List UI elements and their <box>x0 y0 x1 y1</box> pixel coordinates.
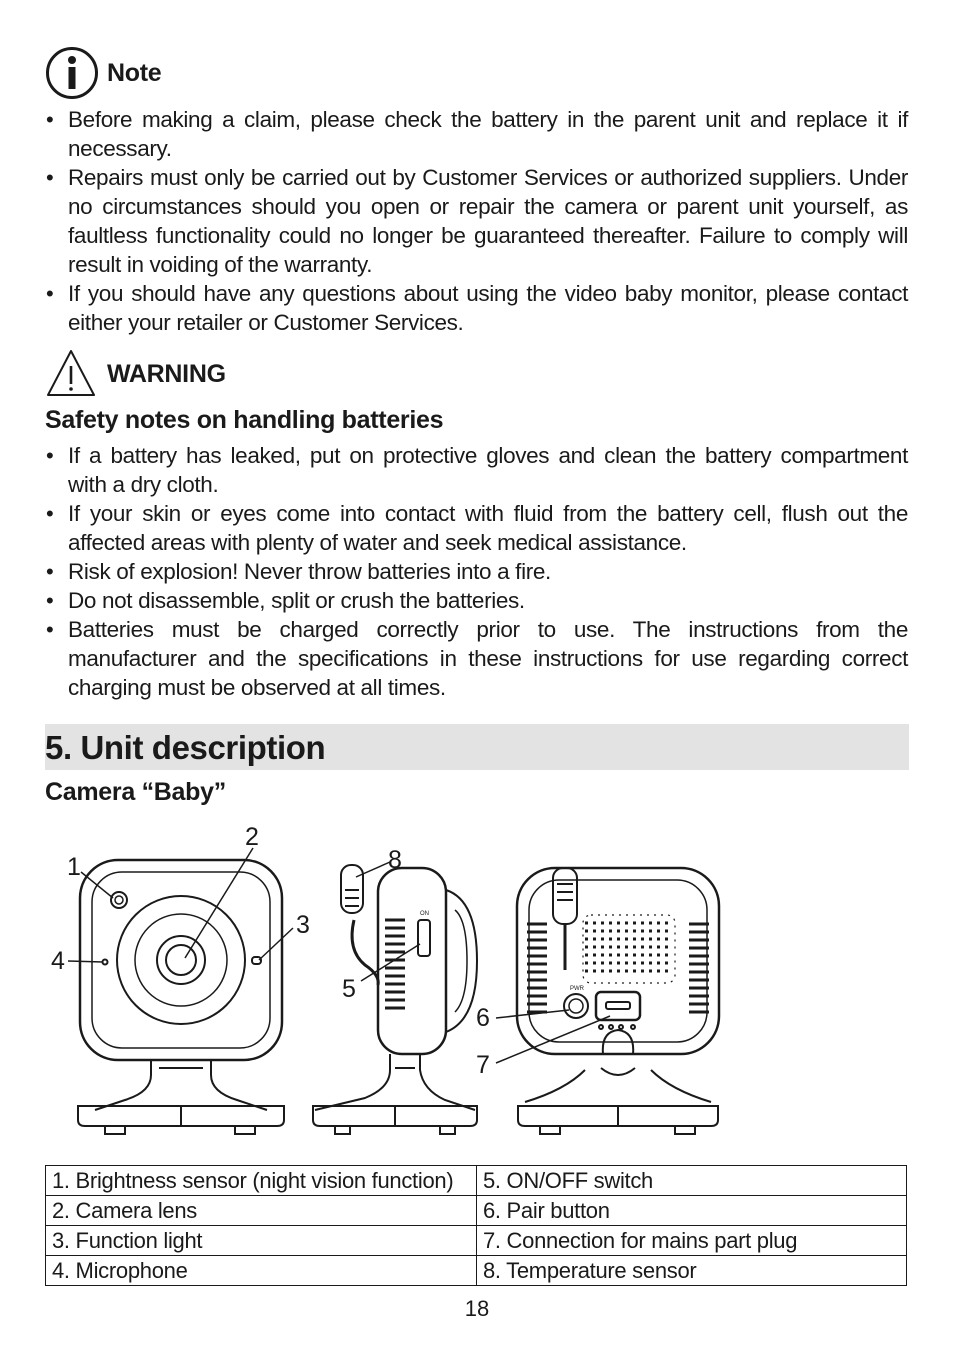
list-item: • If a battery has leaked, put on protective gloves and clean the battery compartment with a dry cloth. <box>45 441 908 499</box>
callout-4: 4 <box>51 947 65 975</box>
camera-back-view <box>517 868 719 1134</box>
list-item: • Repairs must only be carried out by Customer Services or authorized suppliers. Under no circumstances should you open or repair the camera or parent unit yourself, as faultless functionality could no longer be guaranteed thereafter. Failure to comply will result in voiding of the warranty. <box>45 163 908 279</box>
info-icon <box>45 46 99 100</box>
pair-label: PWR <box>570 986 584 992</box>
callout-3: 3 <box>296 911 310 939</box>
list-item: • If your skin or eyes come into contact with fluid from the battery cell, flush out the affected areas with plenty of water and seek medical assistance. <box>45 499 908 557</box>
table-row <box>46 1226 907 1256</box>
callout-7: 7 <box>476 1051 490 1079</box>
switch-label: ON <box>420 911 429 917</box>
camera-diagram <box>45 820 735 1145</box>
note-heading <box>45 46 161 100</box>
list-item: • Do not disassemble, split or crush the batteries. <box>45 586 908 615</box>
callout-2: 2 <box>245 823 259 851</box>
warning-list <box>45 441 908 702</box>
section-title: 5. Unit description <box>45 729 326 766</box>
table-cell: 2. Camera lens <box>46 1196 477 1226</box>
note-title: Note <box>107 58 162 87</box>
camera-side-view <box>313 865 477 1134</box>
table-cell: 8. Temperature sensor <box>477 1256 907 1286</box>
warning-title: WARNING <box>107 359 226 388</box>
table-cell: 3. Function light <box>46 1226 477 1256</box>
table-cell: 4. Microphone <box>46 1256 477 1286</box>
callout-8: 8 <box>388 846 402 874</box>
table-cell: 7. Connection for mains part plug <box>477 1226 907 1256</box>
list-item: • Risk of explosion! Never throw batteries into a fire. <box>45 557 908 586</box>
table-row <box>46 1256 907 1286</box>
parts-table <box>45 1165 907 1286</box>
callout-1: 1 <box>67 853 81 881</box>
battery-safety-subtitle: Safety notes on handling batteries <box>45 406 444 434</box>
table-cell: 6. Pair button <box>477 1196 907 1226</box>
list-item: • Batteries must be charged correctly prior to use. The instructions from the manufacturer and the specifications in these instructions for use regarding correct charging must be observed at all times. <box>45 615 908 702</box>
table-row <box>46 1166 907 1196</box>
warning-triangle-icon <box>45 348 97 398</box>
camera-subtitle: Camera “Baby” <box>45 778 226 806</box>
warning-heading <box>45 348 226 398</box>
table-cell: 5. ON/OFF switch <box>477 1166 907 1196</box>
section-bar <box>45 724 909 770</box>
table-row <box>46 1196 907 1226</box>
table-cell: 1. Brightness sensor (night vision function) <box>46 1166 477 1196</box>
callout-6: 6 <box>476 1004 490 1032</box>
camera-front-view <box>78 860 284 1134</box>
note-list <box>45 105 908 337</box>
page-number: 18 <box>464 1296 490 1321</box>
list-item: • If you should have any questions about using the video baby monitor, please contact either your retailer or Customer Services. <box>45 279 908 337</box>
list-item: • Before making a claim, please check the battery in the parent unit and replace it if necessary. <box>45 105 908 163</box>
callout-5: 5 <box>342 975 356 1003</box>
